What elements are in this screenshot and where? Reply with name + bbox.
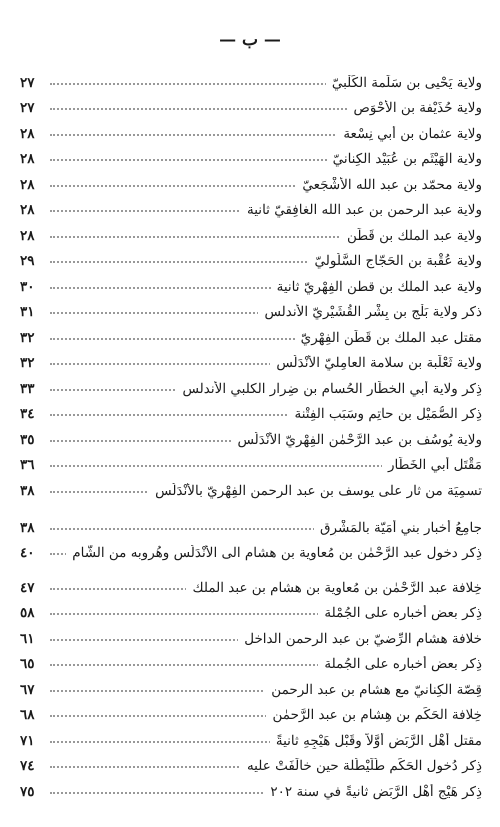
toc-entry bbox=[20, 677, 482, 703]
toc-entry-page-number: ٦٥ bbox=[20, 656, 35, 673]
toc-entry-title: خِلافة عبد الرَّحْمٰن بن مُعاوية بن هشام بن عبد الملك bbox=[186, 580, 482, 596]
toc-entry bbox=[20, 703, 482, 729]
toc-entry bbox=[20, 754, 482, 780]
toc-entry bbox=[20, 325, 482, 351]
toc-entry bbox=[20, 402, 482, 428]
toc-entry-page-number: ٥٨ bbox=[20, 605, 35, 622]
toc-entry-page-number: ٢٨ bbox=[20, 227, 35, 244]
toc-entry-title: ذِكر هَيْج أَهْل الرَّبَض ثانيةً في سنة ٢٠٢ bbox=[264, 784, 482, 800]
toc-entry-page-number: ٧١ bbox=[20, 732, 35, 749]
toc-entry bbox=[20, 274, 482, 300]
toc-entry-title: ذِكر دخول عبد الرَّحْمٰن بن مُعاوية بن هشام الى الأَنْدَلُس وهُروبه من الشّام bbox=[66, 545, 482, 561]
toc-entry bbox=[20, 427, 482, 453]
toc-entry-title: ولاية يَحْيى بن سَلَمة الكَلْبيّ bbox=[326, 75, 482, 91]
toc-entry-page-number: ٢٨ bbox=[20, 176, 35, 193]
toc-entry-page-number: ٢٧ bbox=[20, 74, 35, 91]
toc-entry bbox=[20, 70, 482, 96]
toc-entry-title: ولاية حُذَيْفة بن الأَحْوَص bbox=[348, 100, 482, 116]
toc-entry-title: ولاية محمّد بن عبد الله الأَشْجَعيّ bbox=[296, 177, 482, 193]
toc-entry-page-number: ٢٧ bbox=[20, 100, 35, 117]
toc-entry bbox=[20, 601, 482, 627]
toc-entry bbox=[20, 453, 482, 479]
toc-entry-page-number: ٤٧ bbox=[20, 579, 35, 596]
toc-entry bbox=[20, 121, 482, 147]
toc-entry bbox=[20, 223, 482, 249]
toc-entry-page-number: ٦٨ bbox=[20, 707, 35, 724]
toc-entry-page-number: ٣١ bbox=[20, 304, 35, 321]
toc-entry-title: ولاية ثَعْلَبة بن سلامة العامِليّ الأَنْدَلُس bbox=[270, 355, 482, 371]
toc-entry-page-number: ٣٦ bbox=[20, 457, 35, 474]
toc-entry-page-number: ٢٨ bbox=[20, 125, 35, 142]
toc-entry-page-number: ٧٥ bbox=[20, 783, 35, 800]
toc-entry bbox=[20, 96, 482, 122]
toc-entry-title: جامِعُ أخبار بني أُمَيّة بالمَشْرِق bbox=[314, 520, 482, 536]
toc-entry-title: ولاية عبد الرحمن بن عبد الله الغافِقيّ ثانية bbox=[241, 202, 482, 218]
toc-entry-title: ولاية عبد الملك بن قطن الفِهْريّ ثانية bbox=[271, 279, 482, 295]
toc-entry bbox=[20, 626, 482, 652]
toc-entry-title: خِلافة الحَكَم بن هِشام بن عبد الرَّحمٰن bbox=[266, 707, 482, 723]
toc-entry bbox=[20, 515, 482, 541]
toc-entry-page-number: ٣٣ bbox=[20, 380, 35, 397]
toc-group bbox=[20, 70, 482, 504]
toc-entry bbox=[20, 300, 482, 326]
toc-entry-title: تسمِيَة من ثار على يوسف بن عبد الرحمن الفِهْريّ بالأَنْدَلُس bbox=[149, 483, 482, 499]
toc-entry-page-number: ٧٤ bbox=[20, 758, 35, 775]
toc-entry-page-number: ٣٨ bbox=[20, 519, 35, 536]
toc-entry bbox=[20, 575, 482, 601]
toc-entry bbox=[20, 779, 482, 805]
toc-entry-title: ذِكر ولاية أبي الخطّار الحُسام بن ضِرار الكلبي الأندلس bbox=[176, 381, 482, 397]
toc-entry-page-number: ٣٤ bbox=[20, 406, 35, 423]
toc-entry bbox=[20, 652, 482, 678]
toc-entry bbox=[20, 198, 482, 224]
toc-entry-page-number: ٣٠ bbox=[20, 278, 35, 295]
toc-entry-title: ذكر ولاية بَلْج بن بِشْر القُشَيْريّ الأندلس bbox=[258, 304, 482, 320]
toc-entry bbox=[20, 351, 482, 377]
toc-entry bbox=[20, 376, 482, 402]
toc-entry bbox=[20, 172, 482, 198]
toc-entry-title: ولاية عُقْبة بن الحَجّاج السَّلُوليّ bbox=[309, 253, 482, 269]
toc-entry-title: ذِكر دُخول الحَكَم طُلَيْطُلة حين خالَفَتْ عليه bbox=[241, 758, 482, 774]
toc-entry-title: مقتل أَهْل الرَّبَض أَوَّلاً وقَبْل هَيْجِهِ ثانيةً bbox=[270, 733, 482, 749]
toc-entry-title: ذِكر بعض أَخباره على الجُمْلة bbox=[318, 605, 482, 621]
toc-entry-title: خلافة هشام الرِّضيّ بن عبد الرحمن الداخل bbox=[238, 631, 482, 647]
toc-group bbox=[20, 575, 482, 805]
toc-entry-title: ذِكر الصُّمَيْل بن حاتِم وسَبَب الفِتْنة bbox=[289, 406, 483, 422]
toc-entry-title: مَقْتَل أبي الخَطّار bbox=[382, 457, 482, 473]
toc-entry-title: مقتل عبد الملك بن قَطَن الفِهْريّ bbox=[295, 330, 482, 346]
toc-entry-page-number: ٣٢ bbox=[20, 355, 35, 372]
toc-entry-page-number: ٦٧ bbox=[20, 681, 35, 698]
toc-group bbox=[20, 515, 482, 566]
toc-entry-page-number: ٣٥ bbox=[20, 431, 35, 448]
toc-entry-title: ولاية عبد الملك بن قَطَن bbox=[341, 228, 482, 244]
toc-entry-title: ولاية الهَيْثَم بن عُبَيْد الكِنانيّ bbox=[327, 151, 482, 167]
toc-entry-page-number: ٤٠ bbox=[20, 545, 35, 562]
toc-entry bbox=[20, 249, 482, 275]
toc-entry-title: ولاية عثمان بن أبي نِسْعة bbox=[337, 126, 482, 142]
toc-entry-title: ذِكر بعض أَخباره على الجُملة bbox=[318, 656, 482, 672]
toc-entry-page-number: ٦١ bbox=[20, 630, 35, 647]
toc-entry bbox=[20, 541, 482, 567]
toc-entry-title: ولاية يُوسُف بن عبد الرَّحْمٰن الفِهْريّ الأَنْدَلُس bbox=[231, 432, 482, 448]
toc-entry-page-number: ٢٨ bbox=[20, 151, 35, 168]
toc-entry bbox=[20, 147, 482, 173]
page-number-header: — ب — bbox=[219, 30, 281, 50]
toc-entry-title: قِصّة الكِنانيّ مع هشام بن عبد الرحمن bbox=[265, 682, 482, 698]
toc-entry-page-number: ٣٢ bbox=[20, 329, 35, 346]
toc-entry bbox=[20, 478, 482, 504]
toc-entry-page-number: ٢٩ bbox=[20, 253, 35, 270]
toc-entry-page-number: ٢٨ bbox=[20, 202, 35, 219]
toc-entry-page-number: ٣٨ bbox=[20, 482, 35, 499]
toc-entry bbox=[20, 728, 482, 754]
